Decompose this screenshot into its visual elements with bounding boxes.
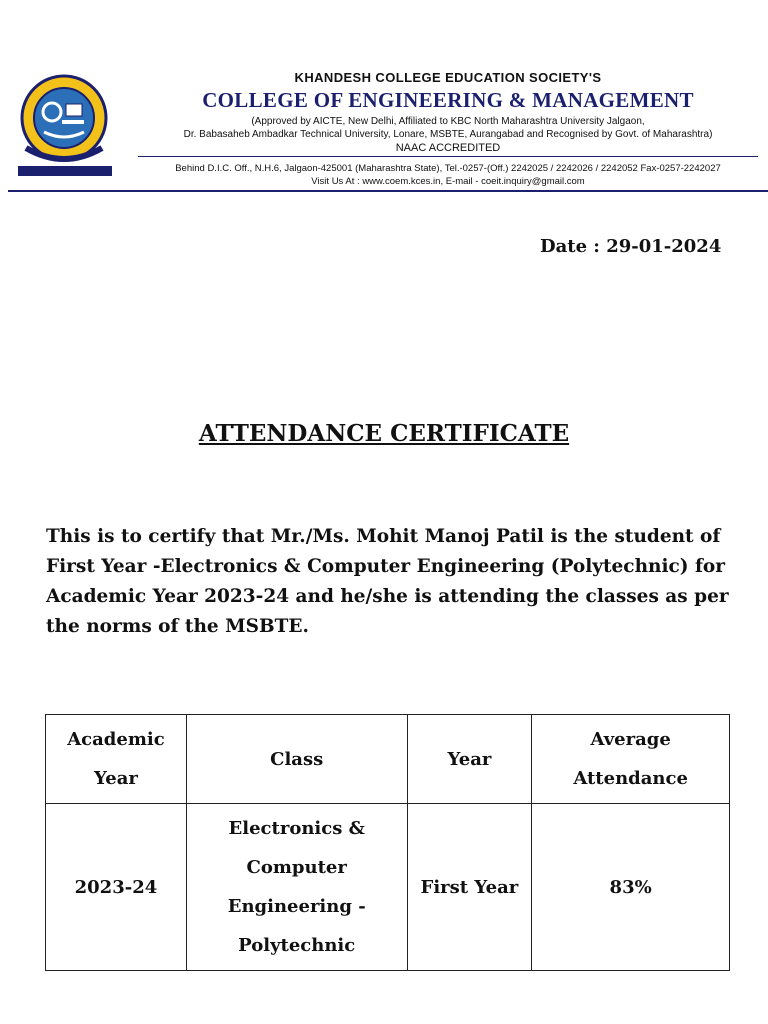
naac-status: NAAC ACCREDITED [395, 142, 501, 154]
cell-year: First Year [407, 804, 532, 971]
letterhead [0, 60, 768, 195]
cell-academic-year: 2023-24 [46, 804, 187, 971]
header-year: Year [407, 715, 532, 804]
cell-average-attendance: 83% [532, 804, 730, 971]
certificate-title: ATTENDANCE CERTIFICATE [198, 420, 570, 447]
college-name: COLLEGE OF ENGINEERING & MANAGEMENT [202, 88, 694, 112]
letterhead-rule [8, 190, 768, 192]
contact-line: Visit Us At : www.coem.kces.in, E-mail - coeit.inquiry@gmail.com [311, 176, 585, 187]
cell-class: Electronics & Computer Engineering - Polytechnic [186, 804, 407, 971]
society-name: KHANDESH COLLEGE EDUCATION SOCIETY'S [294, 70, 602, 85]
college-emblem-icon [14, 70, 118, 180]
table-row [46, 804, 730, 971]
attendance-table [45, 714, 730, 971]
header-class: Class [186, 715, 407, 804]
address-line: Behind D.I.C. Off., N.H.6, Jalgaon-425001 (Maharashtra State), Tel.-0257-(Off.) 2242025 / 2242026 / 2242052 Fax-0257-2242027 [175, 163, 721, 174]
approval-line-2: Dr. Babasaheb Ambadkar Technical University, Lonare, MSBTE, Aurangabad and Recognised by Govt. of Maharashtra) [183, 129, 713, 140]
approval-line-1: (Approved by AICTE, New Delhi, Affiliated to KBC North Maharashtra University Jalgaon, [251, 116, 645, 127]
header-average-attendance: Average Attendance [532, 715, 730, 804]
certificate-date: Date : 29-01-2024 [540, 236, 722, 257]
header-divider [138, 156, 758, 157]
certificate-body: This is to certify that Mr./Ms. Mohit Manoj Patil is the student of First Year -Electronics & Computer Engineering (Polytechnic) for Academic Year 2023-24 and he/she is attending the classes as per the norms of the MSBTE. [46, 526, 729, 637]
table-header-row [46, 715, 730, 804]
header-academic-year: Academic Year [46, 715, 187, 804]
